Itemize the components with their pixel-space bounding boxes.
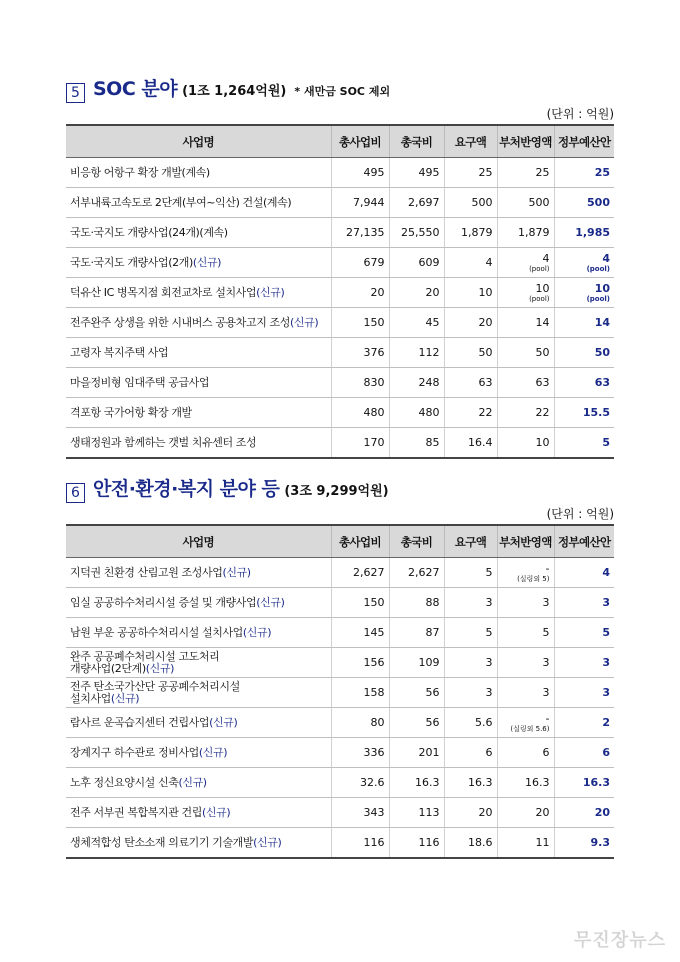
national-cost-cell: 495: [389, 158, 444, 188]
gov-budget-value: 20: [594, 805, 610, 819]
request-cell: 500: [444, 188, 497, 218]
new-badge: (신규): [145, 661, 174, 675]
gov-budget-value: 10: [594, 281, 610, 295]
ministry-cell: [497, 278, 554, 308]
project-name: 고령자 복지주택 사업: [70, 345, 169, 359]
project-name: 마을정비형 임대주택 공급사업: [70, 375, 210, 389]
request-cell: 1,879: [444, 218, 497, 248]
gov-budget-cell: [554, 278, 614, 308]
national-cost-cell: 248: [389, 368, 444, 398]
national-cost-cell: 20: [389, 278, 444, 308]
ministry-value: 3: [542, 655, 550, 669]
table-row: [66, 558, 614, 588]
section-amount: (1조 1,264억원): [182, 84, 287, 99]
ministry-value: 3: [542, 685, 550, 699]
total-cost-cell: 150: [331, 308, 389, 338]
project-name: 서부내륙고속도로 2단계(부여~익산) 건설(계속): [70, 195, 292, 209]
gov-budget-note: (pool): [586, 294, 610, 303]
gov-budget-cell: [554, 158, 614, 188]
ministry-value: 16.3: [525, 775, 550, 789]
ministry-cell: [497, 308, 554, 338]
total-cost-cell: 150: [331, 588, 389, 618]
new-badge: (신규): [242, 625, 272, 639]
ministry-cell: [497, 648, 554, 678]
column-header: 총사업비: [331, 125, 389, 158]
total-cost-cell: 480: [331, 398, 389, 428]
ministry-cell: [497, 558, 554, 588]
table-row: [66, 798, 614, 828]
ministry-value: 1,879: [518, 225, 550, 239]
column-header: 부처반영액: [497, 525, 554, 558]
ministry-value: 63: [535, 375, 550, 389]
gov-budget-cell: [554, 368, 614, 398]
project-name: 격포항 국가어항 확장 개발: [70, 405, 192, 419]
ministry-value: 50: [535, 345, 550, 359]
project-name: 전주 서부권 복합복지관 건립: [70, 805, 203, 819]
gov-budget-cell: [554, 738, 614, 768]
table-row: [66, 278, 614, 308]
request-cell: 50: [444, 338, 497, 368]
total-cost-cell: 830: [331, 368, 389, 398]
new-badge: (신규): [202, 805, 231, 819]
project-name-cell: [66, 588, 331, 618]
ministry-value: 14: [535, 315, 550, 329]
gov-budget-cell: [554, 828, 614, 859]
column-header: 부처반영액: [497, 125, 554, 158]
gov-budget-value: 3: [602, 655, 610, 669]
total-cost-cell: 32.6: [331, 768, 389, 798]
ministry-cell: [497, 798, 554, 828]
table-row: [66, 738, 614, 768]
gov-budget-value: 500: [587, 195, 610, 209]
national-cost-cell: 116: [389, 828, 444, 859]
project-name-cell: [66, 278, 331, 308]
gov-budget-value: 50: [594, 345, 610, 359]
gov-budget-value: 2: [602, 715, 610, 729]
national-cost-cell: 2,627: [389, 558, 444, 588]
project-name-cell: [66, 618, 331, 648]
ministry-note: (실링외 5.6): [510, 724, 550, 733]
gov-budget-value: 5: [602, 625, 610, 639]
request-cell: 20: [444, 308, 497, 338]
national-cost-cell: 45: [389, 308, 444, 338]
gov-budget-cell: [554, 648, 614, 678]
table-row: [66, 768, 614, 798]
project-name: 장계지구 하수관로 정비사업: [70, 745, 199, 759]
ministry-cell: [497, 678, 554, 708]
total-cost-cell: 376: [331, 338, 389, 368]
national-cost-cell: 201: [389, 738, 444, 768]
project-name-cell: [66, 338, 331, 368]
national-cost-cell: 87: [389, 618, 444, 648]
national-cost-cell: 56: [389, 678, 444, 708]
ministry-cell: [497, 738, 554, 768]
table-row: [66, 398, 614, 428]
new-badge: (신규): [192, 255, 222, 269]
new-badge: (신규): [222, 565, 251, 579]
table-row: [66, 158, 614, 188]
project-name-cell: [66, 648, 331, 678]
national-cost-cell: 2,697: [389, 188, 444, 218]
project-name: 남원 부운 공공하수처리시설 설치사업: [70, 625, 243, 639]
ministry-cell: [497, 588, 554, 618]
budget-table: [66, 524, 614, 859]
project-name: 지덕권 친환경 산림고원 조성사업: [70, 565, 223, 579]
ministry-value: 11: [535, 835, 550, 849]
gov-budget-cell: [554, 338, 614, 368]
table-header-row: [66, 125, 614, 158]
table-row: [66, 428, 614, 459]
column-header: 정부예산안: [554, 125, 614, 158]
project-name-cell: [66, 708, 331, 738]
project-name-line2: 설치사업: [70, 691, 111, 705]
project-name-cell: [66, 558, 331, 588]
gov-budget-cell: [554, 428, 614, 459]
project-name: 국도·국지도 개량사업(24개)(계속): [70, 225, 228, 239]
unit-label: (단위 : 억원): [546, 507, 614, 521]
gov-budget-value: 9.3: [590, 835, 610, 849]
section-heading: 안전·환경·복지 분야 등: [93, 478, 280, 500]
gov-budget-value: 4: [602, 251, 610, 265]
ministry-cell: [497, 338, 554, 368]
gov-budget-value: 16.3: [582, 775, 610, 789]
total-cost-cell: 495: [331, 158, 389, 188]
ministry-cell: [497, 248, 554, 278]
ministry-cell: [497, 368, 554, 398]
column-header: 총국비: [389, 525, 444, 558]
ministry-value: 10: [535, 435, 550, 449]
request-cell: 5: [444, 558, 497, 588]
section-number: 5: [66, 83, 85, 103]
project-name-cell: [66, 368, 331, 398]
ministry-value: -: [545, 711, 550, 725]
gov-budget-value: 15.5: [582, 405, 610, 419]
gov-budget-cell: [554, 248, 614, 278]
ministry-value: -: [545, 561, 550, 575]
gov-budget-cell: [554, 618, 614, 648]
new-badge: (신규): [110, 691, 140, 705]
ministry-cell: [497, 218, 554, 248]
table-row: [66, 588, 614, 618]
table-header-row: [66, 525, 614, 558]
table-row: [66, 188, 614, 218]
total-cost-cell: 145: [331, 618, 389, 648]
gov-budget-value: 14: [594, 315, 610, 329]
national-cost-cell: 88: [389, 588, 444, 618]
table-row: [66, 368, 614, 398]
ministry-cell: [497, 768, 554, 798]
gov-budget-cell: [554, 588, 614, 618]
gov-budget-value: 6: [602, 745, 610, 759]
table-row: [66, 678, 614, 708]
section-title: [66, 474, 614, 504]
project-name-cell: [66, 828, 331, 859]
project-name-cell: [66, 678, 331, 708]
new-badge: (신규): [253, 835, 282, 849]
request-cell: 20: [444, 798, 497, 828]
column-header: 요구액: [444, 125, 497, 158]
project-name-cell: [66, 768, 331, 798]
gov-budget-note: (pool): [586, 264, 610, 273]
section-number: 6: [66, 483, 85, 503]
ministry-value: 5: [542, 625, 550, 639]
project-name: 비응항 어항구 확장 개발(계속): [70, 165, 210, 179]
national-cost-cell: 56: [389, 708, 444, 738]
section-title: [66, 74, 614, 104]
project-name: 전주 탄소국가산단 공공폐수처리시설: [70, 679, 240, 693]
new-badge: (신규): [256, 595, 285, 609]
column-header: 사업명: [66, 525, 331, 558]
table-row: [66, 308, 614, 338]
ministry-cell: [497, 428, 554, 459]
total-cost-cell: 158: [331, 678, 389, 708]
section-amount: (3조 9,299억원): [284, 484, 389, 499]
section-note: * 새만금 SOC 제외: [294, 85, 391, 98]
gov-budget-cell: [554, 678, 614, 708]
gov-budget-cell: [554, 798, 614, 828]
gov-budget-value: 4: [602, 565, 610, 579]
gov-budget-value: 3: [602, 595, 610, 609]
gov-budget-cell: [554, 708, 614, 738]
new-badge: (신규): [290, 315, 319, 329]
gov-budget-value: 3: [602, 685, 610, 699]
ministry-cell: [497, 158, 554, 188]
total-cost-cell: 116: [331, 828, 389, 859]
request-cell: 22: [444, 398, 497, 428]
ministry-value: 20: [535, 805, 550, 819]
request-cell: 3: [444, 678, 497, 708]
ministry-note: (pool): [529, 294, 550, 303]
ministry-cell: [497, 708, 554, 738]
section-heading: SOC 분야: [93, 78, 178, 100]
total-cost-cell: 336: [331, 738, 389, 768]
new-badge: (신규): [198, 745, 228, 759]
project-name: 완주 공공폐수처리시설 고도처리: [70, 649, 220, 663]
budget-table: [66, 124, 614, 459]
ministry-value: 6: [542, 745, 550, 759]
ministry-cell: [497, 188, 554, 218]
table-row: [66, 618, 614, 648]
request-cell: 5: [444, 618, 497, 648]
project-name: 노후 정신요양시설 신축: [70, 775, 179, 789]
table-row: [66, 708, 614, 738]
project-name-cell: [66, 798, 331, 828]
gov-budget-cell: [554, 218, 614, 248]
national-cost-cell: 113: [389, 798, 444, 828]
total-cost-cell: 156: [331, 648, 389, 678]
ministry-cell: [497, 398, 554, 428]
project-name-cell: [66, 738, 331, 768]
table-row: [66, 828, 614, 859]
table-row: [66, 218, 614, 248]
column-header: 총국비: [389, 125, 444, 158]
total-cost-cell: 2,627: [331, 558, 389, 588]
section-safety-env-welfare: [66, 474, 614, 859]
project-name: 덕유산 IC 병목지점 회전교차로 설치사업: [70, 285, 257, 299]
request-cell: 18.6: [444, 828, 497, 859]
ministry-note: (pool): [529, 264, 550, 273]
request-cell: 16.4: [444, 428, 497, 459]
ministry-value: 22: [535, 405, 550, 419]
total-cost-cell: 80: [331, 708, 389, 738]
request-cell: 6: [444, 738, 497, 768]
total-cost-cell: 170: [331, 428, 389, 459]
column-header: 정부예산안: [554, 525, 614, 558]
ministry-note: (실링외 5): [517, 574, 550, 583]
national-cost-cell: 480: [389, 398, 444, 428]
gov-budget-value: 5: [602, 435, 610, 449]
project-name: 생태정원과 함께하는 갯벌 치유센터 조성: [70, 435, 257, 449]
project-name: 생체적합성 탄소소재 의료기기 기술개발: [70, 835, 254, 849]
project-name-cell: [66, 398, 331, 428]
request-cell: 5.6: [444, 708, 497, 738]
ministry-value: 4: [542, 251, 550, 265]
ministry-value: 500: [528, 195, 550, 209]
project-name-cell: [66, 308, 331, 338]
request-cell: 63: [444, 368, 497, 398]
table-row: [66, 248, 614, 278]
request-cell: 3: [444, 588, 497, 618]
column-header: 요구액: [444, 525, 497, 558]
column-header: 총사업비: [331, 525, 389, 558]
national-cost-cell: 109: [389, 648, 444, 678]
table-row: [66, 338, 614, 368]
project-name-cell: [66, 248, 331, 278]
project-name: 전주완주 상생을 위한 시내버스 공용차고지 조성: [70, 315, 291, 329]
gov-budget-cell: [554, 308, 614, 338]
national-cost-cell: 112: [389, 338, 444, 368]
table-row: [66, 648, 614, 678]
request-cell: 25: [444, 158, 497, 188]
total-cost-cell: 679: [331, 248, 389, 278]
project-name: 임실 공공하수처리시설 증설 및 개량사업: [70, 595, 257, 609]
request-cell: 3: [444, 648, 497, 678]
unit-label: (단위 : 억원): [546, 107, 614, 121]
section-soc: [66, 74, 614, 459]
total-cost-cell: 7,944: [331, 188, 389, 218]
column-header: 사업명: [66, 125, 331, 158]
request-cell: 4: [444, 248, 497, 278]
ministry-cell: [497, 828, 554, 859]
national-cost-cell: 609: [389, 248, 444, 278]
request-cell: 16.3: [444, 768, 497, 798]
gov-budget-value: 63: [594, 375, 610, 389]
total-cost-cell: 343: [331, 798, 389, 828]
ministry-value: 10: [535, 281, 550, 295]
new-badge: (신규): [178, 775, 207, 789]
project-name-cell: [66, 158, 331, 188]
gov-budget-cell: [554, 188, 614, 218]
ministry-value: 25: [535, 165, 550, 179]
ministry-cell: [497, 618, 554, 648]
project-name: 국도·국지도 개량사업(2개): [70, 255, 193, 269]
gov-budget-cell: [554, 398, 614, 428]
gov-budget-cell: [554, 558, 614, 588]
gov-budget-cell: [554, 768, 614, 798]
gov-budget-value: 1,985: [575, 225, 610, 239]
request-cell: 10: [444, 278, 497, 308]
new-badge: (신규): [209, 715, 238, 729]
ministry-value: 3: [542, 595, 550, 609]
project-name-line2: 개량사업(2단계): [70, 661, 146, 675]
project-name-cell: [66, 188, 331, 218]
watermark-logo: 무진장뉴스: [574, 930, 666, 951]
project-name: 람사르 운곡습지센터 건립사업: [70, 715, 210, 729]
total-cost-cell: 27,135: [331, 218, 389, 248]
new-badge: (신규): [256, 285, 285, 299]
national-cost-cell: 25,550: [389, 218, 444, 248]
total-cost-cell: 20: [331, 278, 389, 308]
national-cost-cell: 85: [389, 428, 444, 459]
gov-budget-value: 25: [594, 165, 610, 179]
project-name-cell: [66, 428, 331, 459]
project-name-cell: [66, 218, 331, 248]
national-cost-cell: 16.3: [389, 768, 444, 798]
